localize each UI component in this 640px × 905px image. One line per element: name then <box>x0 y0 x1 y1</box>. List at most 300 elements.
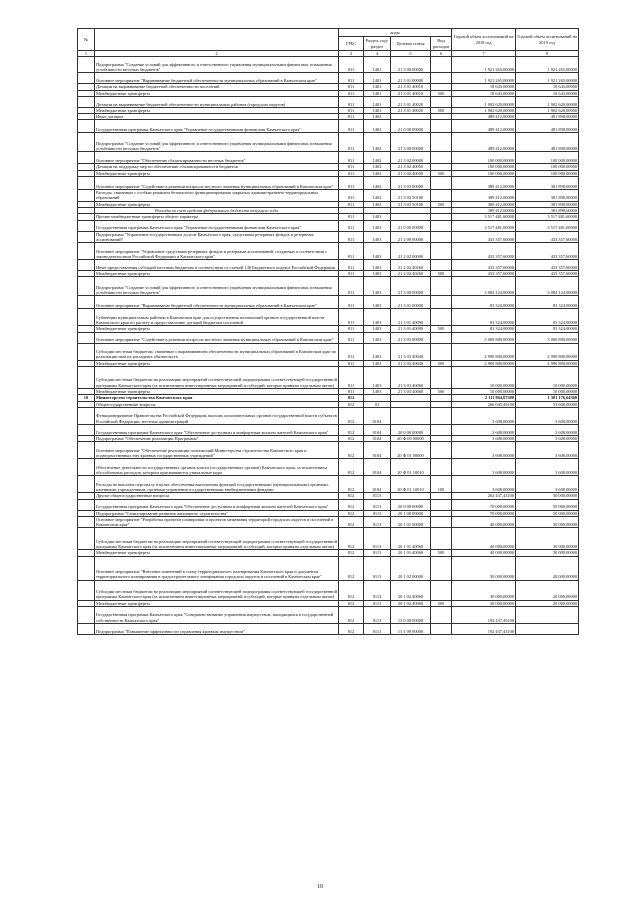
cell-amount-2019: 3 084 124,00000 <box>516 277 579 296</box>
cell-amount-2018: 83 324,00000 <box>452 309 516 326</box>
cell-grbs: 812 <box>339 476 364 493</box>
cell-name: Межбюджетные трансферты <box>95 326 339 332</box>
cell-name: Государственная программа Камчатского края "Управление государственными финансами Камчатского края" <box>95 120 339 133</box>
cell-expense-type: 500 <box>431 271 452 277</box>
cell-grbs: 812 <box>339 624 364 635</box>
cell-amount-2019: 30 000,00000 <box>516 528 579 550</box>
cell-expense-type <box>431 120 452 133</box>
cell-amount-2018: 100 000,00000 <box>452 152 516 164</box>
cell-target-article: 21 3 01 40090 <box>391 309 431 326</box>
cell-target-article: 21 3 03 40060 <box>391 367 431 389</box>
cell-amount-2019: 381 898,00000 <box>516 190 579 202</box>
cell-num <box>78 343 95 360</box>
cell-expense-type <box>431 332 452 343</box>
cell-expense-type <box>431 243 452 260</box>
cell-target-article: 20 0 00 00000 <box>391 499 431 510</box>
cell-amount-2019: 20 000,00000 <box>516 580 579 600</box>
cell-amount-2018: 2 990 800,00000 <box>452 360 516 366</box>
cell-name: Подпрограмма "Стимулирование развития жилищного строительства" <box>95 510 339 516</box>
cell-expense-type: 500 <box>431 107 452 113</box>
cell-razdel: 0113 <box>364 510 391 516</box>
table-row <box>78 73 579 84</box>
cell-num <box>78 243 95 260</box>
cell-expense-type: 500 <box>431 90 452 96</box>
cell-razdel: 0113 <box>364 556 391 580</box>
cell-amount-2019: 100 000,00000 <box>516 170 579 176</box>
cell-target-article: 21 3 01 40020 <box>391 107 431 113</box>
cell-amount-2018: 433 357,60000 <box>452 231 516 243</box>
cell-amount-2018: 1 921 265,00000 <box>452 57 516 73</box>
cell-amount-2018: 83 324,00000 <box>452 296 516 309</box>
cell-grbs: 812 <box>339 442 364 459</box>
header-2018: Годовой объем ассигнований на 2018 год <box>452 29 516 51</box>
cell-name: Государственная программа Камчатского края "Управление государственными финансами Камчатского края" <box>95 220 339 231</box>
cell-expense-type: 500 <box>431 201 452 207</box>
cell-amount-2018: 2 111 864,07300 <box>452 395 516 401</box>
table-row <box>78 332 579 343</box>
cell-amount-2019 <box>516 607 579 624</box>
table-row <box>78 243 579 260</box>
cell-target-article: 20 1 01 00000 <box>391 516 431 528</box>
cell-amount-2019: 433 357,60000 <box>516 260 579 271</box>
cell-grbs: 811 <box>339 277 364 296</box>
cell-target-article: 21 3 03 00000 <box>391 332 431 343</box>
cell-name: Основное мероприятие "Управление средствами резервных фондов и резервами ассигнований, созданных в соответствии с законодательством Российской Федерации и Камчатского края" <box>95 243 339 260</box>
cell-grbs: 812 <box>339 600 364 606</box>
cell-amount-2018: 389 412,00000 <box>452 207 516 213</box>
cell-name: Расходы, связанные с особым режимом безопасного функционирования закрытых административно-территориальных образований <box>95 190 339 202</box>
cell-razdel: 0113 <box>364 516 391 528</box>
cell-razdel: 1402 <box>364 177 391 190</box>
cell-amount-2018: 489 412,00000 <box>452 133 516 152</box>
cell-amount-2019: 3 608,00000 <box>516 476 579 493</box>
column-number: 6 <box>431 51 452 57</box>
cell-amount-2019: 481 898,00000 <box>516 114 579 120</box>
cell-target-article: 21 3 03 40060 <box>391 389 431 395</box>
cell-expense-type: 500 <box>431 550 452 556</box>
cell-expense-type <box>431 73 452 84</box>
cell-name: Межбюджетные трансферты <box>95 201 339 207</box>
cell-name: Подпрограмма "Обеспечение реализации Программы" <box>95 435 339 441</box>
cell-amount-2019: 381 898,00000 <box>516 177 579 190</box>
cell-razdel: 1402 <box>364 170 391 176</box>
cell-razdel: 1403 <box>364 343 391 360</box>
cell-razdel: 1401 <box>364 107 391 113</box>
cell-expense-type <box>431 580 452 600</box>
cell-amount-2019: 18 643,00000 <box>516 90 579 96</box>
cell-razdel: 0113 <box>364 607 391 624</box>
cell-grbs: 811 <box>339 214 364 220</box>
cell-name: Субвенции муниципальным районам в Камчатском крае для осуществления полномочий органов государственной власти Камчатского края по расчету и предоставлению дотаций бюджетам поселений <box>95 309 339 326</box>
cell-amount-2018: 489 412,00000 <box>452 114 516 120</box>
cell-razdel: 1401 <box>364 57 391 73</box>
cell-grbs: 811 <box>339 90 364 96</box>
cell-razdel: 1402 <box>364 190 391 202</box>
page-number: 10 <box>317 884 323 890</box>
cell-target-article: 21 0 00 00000 <box>391 220 431 231</box>
cell-amount-2018: 3 084 124,00000 <box>452 277 516 296</box>
cell-razdel: 0113 <box>364 550 391 556</box>
column-number: 4 <box>364 51 391 57</box>
table-row <box>78 442 579 459</box>
cell-target-article: 20 Ф 01 10010 <box>391 459 431 476</box>
cell-razdel: 1402 <box>364 114 391 120</box>
table-row <box>78 96 579 107</box>
cell-expense-type <box>431 260 452 271</box>
cell-expense-type: 500 <box>431 170 452 176</box>
table-row <box>78 343 579 360</box>
cell-razdel: 1403 <box>364 389 391 395</box>
cell-target-article: 20 1 02 00000 <box>391 556 431 580</box>
cell-grbs: 811 <box>339 152 364 164</box>
cell-amount-2018: 1 921 265,00000 <box>452 73 516 84</box>
cell-grbs: 812 <box>339 550 364 556</box>
cell-amount-2019: 3 517 481,60000 <box>516 220 579 231</box>
cell-amount-2018: 3 517 481,60000 <box>452 220 516 231</box>
budget-table <box>77 28 579 635</box>
cell-razdel: 1403 <box>364 220 391 231</box>
cell-grbs: 811 <box>339 220 364 231</box>
cell-amount-2019: 10 000,00000 <box>516 367 579 389</box>
cell-expense-type <box>431 133 452 152</box>
header-razdel: Раздел, под-раздел <box>364 37 391 51</box>
cell-expense-type <box>431 343 452 360</box>
cell-amount-2019: 100 000,00000 <box>516 152 579 164</box>
cell-grbs: 811 <box>339 271 364 277</box>
cell-target-article: 21 3 02 00000 <box>391 152 431 164</box>
table-row <box>78 231 579 243</box>
cell-grbs: 811 <box>339 107 364 113</box>
cell-target-article: 21 3 01 40010 <box>391 90 431 96</box>
cell-target-article: 13 0 00 00000 <box>391 607 431 624</box>
cell-num <box>78 332 95 343</box>
cell-num <box>78 120 95 133</box>
cell-amount-2018: 3 608,00000 <box>452 407 516 424</box>
cell-expense-type <box>431 459 452 476</box>
cell-num <box>78 277 95 296</box>
cell-razdel: 0113 <box>364 493 391 499</box>
cell-name: Прочие межбюджетные трансферты общего характера <box>95 214 339 220</box>
cell-name: Субсидии местным бюджетам на реализацию мероприятий соответствующей подпрограммы соответствующей государственной программы Камчатского края (за исключением инвестиционных мероприятий и субсидий, которые приняты отдельным актом) <box>95 367 339 389</box>
cell-name: Государственная программа Камчатского края "Обеспечение доступным и комфортным жильем жителей Камчатского края" <box>95 424 339 435</box>
cell-name: Общегосударственные вопросы <box>95 401 339 407</box>
cell-name: Основное мероприятие "Обеспечение реализации полномочий Министерства строительства Камчатского края и подведомственных ему краевых государственных учреждений" <box>95 442 339 459</box>
cell-grbs: 811 <box>339 177 364 190</box>
cell-grbs: 811 <box>339 201 364 207</box>
cell-name: Основное мероприятие "Содействие в решении вопросов местного значения муниципальных образований в Камчатском крае" <box>95 177 339 190</box>
table-row <box>78 476 579 493</box>
cell-amount-2019: 1 301 176,64300 <box>516 395 579 401</box>
cell-grbs: 812 <box>339 556 364 580</box>
cell-grbs: 812 <box>339 516 364 528</box>
cell-amount-2019: 20 000,00000 <box>516 600 579 606</box>
cell-name: Функционирование Правительства Российской Федерации, высших исполнительных органов государственной власти субъектов Российской Федерации, местных администраций <box>95 407 339 424</box>
cell-grbs: 812 <box>339 459 364 476</box>
cell-name: Другие общегосударственные вопросы <box>95 493 339 499</box>
cell-expense-type <box>431 190 452 202</box>
cell-amount-2019: 2 990 800,00000 <box>516 360 579 366</box>
cell-amount-2019: 30 000,00000 <box>516 516 579 528</box>
cell-amount-2018: 40 000,00000 <box>452 550 516 556</box>
cell-grbs: 811 <box>339 120 364 133</box>
cell-amount-2019: 18 643,00000 <box>516 84 579 90</box>
cell-name: Субсидии местным бюджетам, связанные с выравниванием обеспеченности муниципальных образований в Камчатском крае по реализации ими их расходных обязательств <box>95 343 339 360</box>
cell-name: Обеспечение деятельности государственных органов власти (государственных органов) Камчатского края, за исключением обособленных расходов, которым присваиваются уникальные коды <box>95 459 339 476</box>
table-row <box>78 152 579 164</box>
cell-target-article: 21 2 02 40260 <box>391 271 431 277</box>
cell-amount-2018: 30 000,00000 <box>452 556 516 580</box>
cell-name: Подпрограмма "Управление государственным долгом Камчатского края, средствами резервных фондов и резервных ассигнований" <box>95 231 339 243</box>
cell-amount-2018: 10 000,00000 <box>452 389 516 395</box>
cell-amount-2019: 3 608,00000 <box>516 424 579 435</box>
cell-amount-2018: 70 000,00000 <box>452 510 516 516</box>
table-row <box>78 407 579 424</box>
cell-target-article: 20 0 00 00000 <box>391 424 431 435</box>
cell-target-article: 20 1 00 00000 <box>391 510 431 516</box>
cell-amount-2019: 3 608,00000 <box>516 435 579 441</box>
cell-num <box>78 260 95 271</box>
cell-razdel: 0113 <box>364 624 391 635</box>
cell-num <box>78 367 95 389</box>
cell-expense-type <box>431 96 452 107</box>
cell-razdel: 1402 <box>364 133 391 152</box>
cell-razdel: 1403 <box>364 332 391 343</box>
cell-amount-2018: 192 437,43100 <box>452 624 516 635</box>
cell-amount-2018: 2 990 800,00000 <box>452 343 516 360</box>
cell-grbs: 811 <box>339 326 364 332</box>
cell-grbs: 812 <box>339 435 364 441</box>
cell-grbs: 812 <box>339 528 364 550</box>
table-row <box>78 528 579 550</box>
cell-amount-2019: 10 000,00000 <box>516 389 579 395</box>
cell-razdel: 1403 <box>364 309 391 326</box>
cell-razdel: 1402 <box>364 120 391 133</box>
cell-grbs: 811 <box>339 73 364 84</box>
cell-grbs: 812 <box>339 401 364 407</box>
cell-razdel: 0104 <box>364 407 391 424</box>
cell-target-article: 21 3 03 00000 <box>391 177 431 190</box>
cell-razdel: 1403 <box>364 243 391 260</box>
column-number: 7 <box>452 51 516 57</box>
budget-table-body <box>78 57 579 635</box>
cell-amount-2019: 30 000,00000 <box>516 550 579 556</box>
cell-razdel: 1403 <box>364 326 391 332</box>
cell-grbs: 811 <box>339 309 364 326</box>
column-number: 1 <box>78 51 95 57</box>
cell-grbs: 812 <box>339 395 364 401</box>
cell-amount-2019: 50 000,00000 <box>516 499 579 510</box>
cell-amount-2018: 3 608,00000 <box>452 442 516 459</box>
cell-name: Межбюджетные трансферты <box>95 271 339 277</box>
cell-expense-type <box>431 516 452 528</box>
cell-grbs: 811 <box>339 332 364 343</box>
cell-name: Межбюджетные трансферты <box>95 550 339 556</box>
header-2019: Годовой объем ассигнований на 2019 год <box>516 29 579 51</box>
cell-razdel: 1401 <box>364 90 391 96</box>
cell-amount-2018: 3 608,00000 <box>452 476 516 493</box>
cell-name: Дотации на поддержку мер по обеспечению сбалансированности бюджетов <box>95 164 339 170</box>
table-row <box>78 556 579 580</box>
cell-num <box>78 580 95 600</box>
cell-amount-2019: 481 898,00000 <box>516 120 579 133</box>
cell-num <box>78 556 95 580</box>
cell-expense-type <box>431 177 452 190</box>
cell-name: Основное мероприятие "Содействие в решении вопросов местного значения муниципальных образований в Камчатском крае" <box>95 332 339 343</box>
cell-expense-type <box>431 367 452 389</box>
cell-num: 10 <box>78 395 95 401</box>
cell-razdel: 1402 <box>364 152 391 164</box>
cell-amount-2019: 53 608,00000 <box>516 401 579 407</box>
cell-num <box>78 528 95 550</box>
cell-num <box>78 624 95 635</box>
cell-amount-2018: 18 643,00000 <box>452 90 516 96</box>
cell-grbs: 811 <box>339 164 364 170</box>
table-row <box>78 459 579 476</box>
cell-razdel: 1403 <box>364 360 391 366</box>
cell-name: Министерство строительства Камчатского края <box>95 395 339 401</box>
cell-num <box>78 459 95 476</box>
cell-amount-2019: 50 000,00000 <box>516 493 579 499</box>
table-row <box>78 220 579 231</box>
cell-amount-2019: 3 000 800,00000 <box>516 332 579 343</box>
cell-amount-2019: 1 921 265,00000 <box>516 73 579 84</box>
cell-expense-type <box>431 607 452 624</box>
cell-name: Иные предоставления субсидий местным бюджетам в соответствии со статьей 140 Бюджетного кодекса Российской Федерации <box>95 260 339 271</box>
cell-target-article: 21 3 01 40010 <box>391 84 431 90</box>
cell-target-article: 21 3 03 40040 <box>391 343 431 360</box>
column-number: 8 <box>516 51 579 57</box>
cell-amount-2018: 40 000,00000 <box>452 528 516 550</box>
cell-expense-type <box>431 309 452 326</box>
cell-expense-type <box>431 556 452 580</box>
cell-target-article: 21 3 00 00000 <box>391 133 431 152</box>
cell-target-article: 21 0 00 00000 <box>391 120 431 133</box>
cell-amount-2018: 3 000 800,00000 <box>452 332 516 343</box>
cell-razdel: 1403 <box>364 367 391 389</box>
cell-expense-type: 500 <box>431 600 452 606</box>
cell-amount-2018: 433 357,60000 <box>452 260 516 271</box>
table-row <box>78 120 579 133</box>
cell-name: Государственная программа Камчатского края "Обеспечение доступным и комфортным жильем жителей Камчатского края" <box>95 499 339 510</box>
cell-amount-2018: 433 357,60000 <box>452 243 516 260</box>
budget-table-page <box>77 28 578 635</box>
cell-num <box>78 516 95 528</box>
cell-amount-2018: 3 608,00000 <box>452 459 516 476</box>
header-grbs: ГРБС <box>339 37 364 51</box>
cell-name: Основное мероприятие "Выравнивание бюджетной обеспеченности муниципальных образований в Камчатском крае" <box>95 296 339 309</box>
cell-grbs: 811 <box>339 360 364 366</box>
cell-amount-2019: 20 000,00000 <box>516 556 579 580</box>
cell-amount-2019: 100 000,00000 <box>516 164 579 170</box>
table-row <box>78 607 579 624</box>
cell-amount-2019: 381 898,00000 <box>516 201 579 207</box>
cell-target-article: 20 1 02 40060 <box>391 600 431 606</box>
cell-amount-2018: 3 517 481,60000 <box>452 214 516 220</box>
cell-grbs: 811 <box>339 389 364 395</box>
cell-target-article: 21 3 01 40090 <box>391 326 431 332</box>
cell-num <box>78 220 95 231</box>
cell-expense-type: 500 <box>431 326 452 332</box>
cell-num <box>78 499 95 510</box>
cell-num <box>78 296 95 309</box>
cell-grbs: 811 <box>339 260 364 271</box>
cell-target-article <box>391 407 431 424</box>
cell-name: Дотации на выравнивание бюджетной обеспеченности муниципальных районов (городских округов) <box>95 96 339 107</box>
cell-razdel: 1403 <box>364 296 391 309</box>
cell-razdel: 1401 <box>364 73 391 84</box>
cell-razdel: 1403 <box>364 214 391 220</box>
cell-expense-type <box>431 499 452 510</box>
cell-target-article: 21 3 01 00000 <box>391 73 431 84</box>
cell-grbs: 812 <box>339 580 364 600</box>
table-row <box>78 57 579 73</box>
cell-grbs: 811 <box>339 231 364 243</box>
cell-amount-2019 <box>516 624 579 635</box>
cell-amount-2018: 262 437,43100 <box>452 493 516 499</box>
table-row <box>78 133 579 152</box>
cell-name: Подпрограмма "Создание условий для эффективного и ответственного управления муниципальными финансами, повышения устойчивости местных бюджетов" <box>95 277 339 296</box>
cell-amount-2019: 1 921 265,00000 <box>516 57 579 73</box>
cell-target-article: 21 3 01 40020 <box>391 96 431 107</box>
cell-name: Подпрограмма "Создание условий для эффективного и ответственного управления муниципальными финансами, повышения устойчивости местных бюджетов" <box>95 133 339 152</box>
cell-amount-2018: 30 000,00000 <box>452 600 516 606</box>
cell-amount-2019: 433 357,60000 <box>516 243 579 260</box>
cell-expense-type <box>431 407 452 424</box>
cell-amount-2019: 83 324,00000 <box>516 309 579 326</box>
cell-target-article: 13 1 00 00000 <box>391 624 431 635</box>
cell-target-article: 20 1 01 40060 <box>391 550 431 556</box>
table-row <box>78 367 579 389</box>
cell-amount-2018: 1 902 620,00000 <box>452 107 516 113</box>
cell-amount-2018: 40 000,00000 <box>452 516 516 528</box>
cell-grbs: 811 <box>339 84 364 90</box>
cell-amount-2019: 83 324,00000 <box>516 326 579 332</box>
cell-target-article: 20 1 02 40060 <box>391 580 431 600</box>
cell-target-article: 21 2 00 00000 <box>391 231 431 243</box>
table-row <box>78 580 579 600</box>
table-row <box>78 190 579 202</box>
column-number: 2 <box>95 51 339 57</box>
table-row <box>78 516 579 528</box>
cell-razdel: 0104 <box>364 442 391 459</box>
cell-expense-type: 500 <box>431 389 452 395</box>
cell-name: Основное мероприятие "Разработка проектов планировки и проектов межевания территорий городских округов и поселений в Камчатском крае" <box>95 516 339 528</box>
header-name <box>95 29 339 51</box>
column-number: 5 <box>391 51 431 57</box>
cell-razdel: 0104 <box>364 459 391 476</box>
table-row <box>78 177 579 190</box>
cell-name: Иные дотации <box>95 114 339 120</box>
cell-razdel: 1401 <box>364 84 391 90</box>
cell-target-article: 20 Ф 00 00000 <box>391 435 431 441</box>
cell-amount-2019: 2 990 800,00000 <box>516 343 579 360</box>
cell-razdel: 0104 <box>364 476 391 493</box>
cell-expense-type <box>431 220 452 231</box>
cell-expense-type <box>431 277 452 296</box>
cell-num <box>78 476 95 493</box>
cell-num <box>78 607 95 624</box>
cell-razdel: 1402 <box>364 164 391 170</box>
cell-amount-2018: 3 608,00000 <box>452 435 516 441</box>
cell-razdel: 0104 <box>364 424 391 435</box>
cell-expense-type <box>431 231 452 243</box>
cell-grbs: 811 <box>339 367 364 389</box>
cell-grbs: 812 <box>339 607 364 624</box>
cell-grbs: 811 <box>339 57 364 73</box>
cell-target-article: 21 3 03 50100 <box>391 190 431 202</box>
header-codes: коды <box>339 29 452 37</box>
cell-num <box>78 190 95 202</box>
